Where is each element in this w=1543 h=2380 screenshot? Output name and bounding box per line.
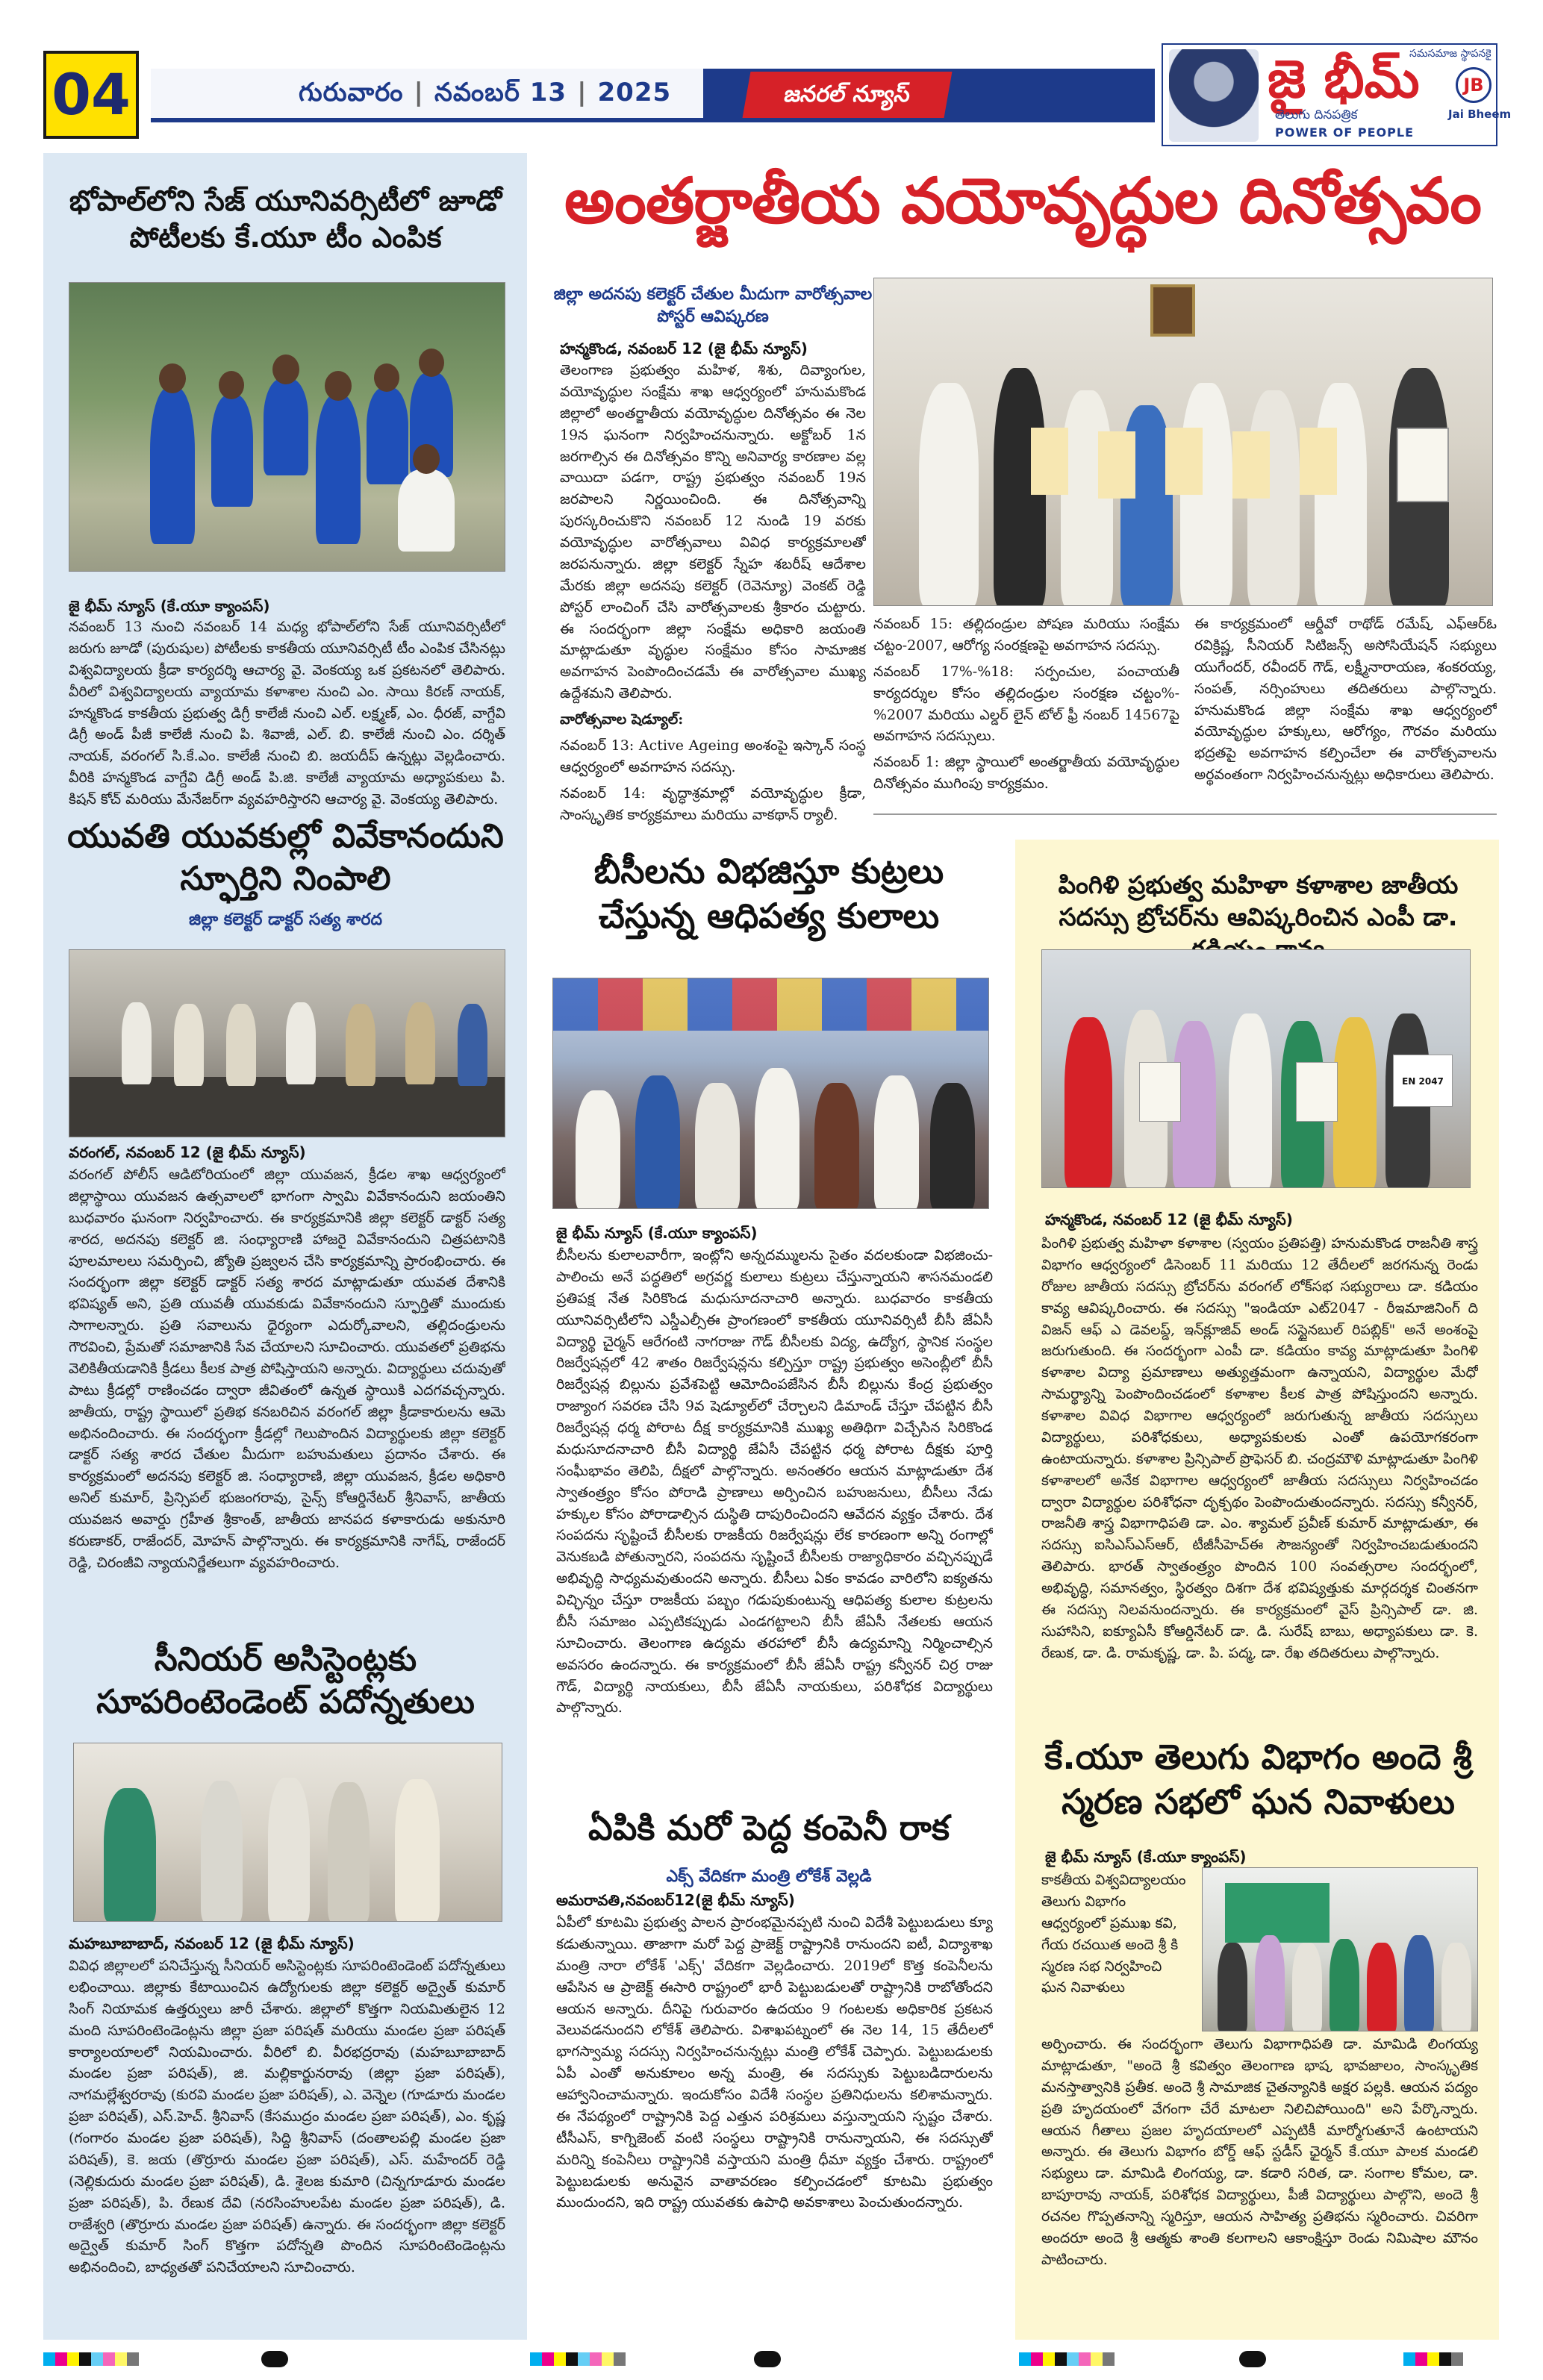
youth-headline: యువతి యువకుల్లో వివేకానందుని స్ఫూర్తిని నింపాలి xyxy=(67,817,504,899)
cmyk-marks-center xyxy=(530,2352,626,2366)
pingili-body: పింగిళి ప్రభుత్వ మహిళా కళాశాల (స్వయం ప్రతిపత్తి) హనుమకొండ రాజనీతి శాస్త్ర విభాగం ఆధ్వర్యంలో డిసెంబర్ 11 మరియు 12 తేదీలలో జరగనున్న రెండు రోజుల జాతీయ సదస్సు బ్రోచర్‌ను వరంగల్ లోక్‌సభ సభ్యురాలు డా. కడియం కావ్య ఆవిష్కరించారు. ఈ సదస్సు "ఇండియా ఎట్2047 - రీఇమాజినింగ్ ది విజన్ ఆఫ్ ఎ డెవలప్డ్, ఇన్‌క్లూజివ్ అండ్ సస్టైనబుల్ రిపబ్లిక్" అనే అంశంపై జరుగుతుంది. ఈ సందర్భంగా ఎంపీ డా. కడియం కావ్య మాట్లాడుతూ పింగిళి కళాశాల విద్యా ప్రమాణాలు అత్యుత్తమంగా ఉన్నాయని, విద్యార్థుల మేధో సామర్థ్యాన్ని పెంపొందించడంలో కళాశాల కీలక పాత్ర పోషిస్తుందని అన్నారు. కళాశాల వివిధ విభాగాల ఆధ్వర్యంలో జరుగుతున్న జాతీయ సదస్సులు విద్యార్థులు, పరిశోధకులు, అధ్యాపకులకు ఎంతో ఉపయోగకరంగా ఉంటాయన్నారు. కళాశాల ప్రిన్సిపాల్ ప్రొఫెసర్ బి. చంద్రమౌళి మాట్లాడుతూ పింగిళి కళాశాలలో అనేక విభాగాల ఆధ్వర్యంలో జాతీయ సదస్సులు నిర్వహించడం ద్వారా విద్యార్థుల పరిశోధనా దృక్పథం పెంపొందుతుందన్నారు. సదస్సు కన్వీనర్, రాజనీతి శాస్త్ర విభాగాధిపతి డా. ఎం. శ్యామల్ ప్రవీణ్ కుమార్ మాట్లాడుతూ, ఈ సదస్సు ఐసిఎస్‌ఎస్‌ఆర్, టీజీసీహెచ్ఈ సౌజన్యంతో నిర్వహించబడుతుందని తెలిపారు. భారత్ స్వాతంత్ర్యం పొందిన 100 సంవత్సరాల సందర్భంలో, అభివృద్ధి, సమానత్వం, స్థిరత్వం దిశగా దేశ భవిష్యత్తుకు మార్గదర్శక చింతనగా ఈ సదస్సు నిలవనుందన్నారు. ఈ కార్యక్రమంలో వైస్ ప్రిన్సిపాల్ డా. జి. సుహాసిని, ఐక్యూఏసీ కోఆర్డినేటర్ డా. డి. సురేష్ బాబు, అధ్యాపకులు డా. కె. రేణుక, డా. డి. రామకృష్ణ, డా. పి. పద్మ, డా. రేఖ తదితరులు పాల్గొన్నారు. xyxy=(1041,1235,1478,1661)
ap-subheadline: ఎక్స్ వేదికగా మంత్రి లోకేశ్ వెల్లడి xyxy=(666,1867,872,1886)
main-subheadline: జిల్లా అదనపు కలెక్టర్ చేతుల మీదుగా వారోత్సవాల పోస్టర్ ఆవిష్కరణ xyxy=(553,285,873,326)
bc-dateline: జై భీమ్ న్యూస్ (కే.యూ క్యాంపస్) xyxy=(556,1224,758,1242)
ku-tribute-photo xyxy=(1202,1867,1478,2031)
ap-headline: ఏపికి మరో పెద్ద కంపెనీ రాక xyxy=(587,1808,950,1848)
page-number: 04 xyxy=(43,51,139,139)
pingili-headline: పింగిళి ప్రభుత్వ మహిళా కళాశాల జాతీయ సదస్సు బ్రోచర్‌ను ఆవిష్కరించిన ఎంపీ డా. xyxy=(1058,870,1459,931)
kavya-sign-text: EN 2047 xyxy=(1393,1055,1453,1107)
main-schedule-nov13: నవంబర్ 13: Active Ageing అంశంపై ఇస్కాన్ సంస్థ ఆధ్వర్యంలో అవగాహన సదస్సు. xyxy=(560,737,866,775)
masthead-tagline-top: సమసమాజ స్థాపనకై xyxy=(1409,48,1491,60)
masthead-badge-icon: JB xyxy=(1456,67,1491,103)
promotion-dateline: మహబూబాబాద్, నవంబర్ 12 (జై భీమ్ న్యూస్) xyxy=(69,1934,355,1952)
registration-mark xyxy=(261,2351,288,2367)
issue-month: నవంబర్ xyxy=(434,78,520,107)
pingili-brochure-photo xyxy=(1041,949,1471,1188)
youth-body: వరంగల్ పోలీస్ ఆడిటోరియంలో జిల్లా యువజన, క్రీడల శాఖ ఆధ్వర్యంలో జిల్లాస్థాయి యువజన ఉత్సవాలలో భాగంగా స్వామి వివేకానందుని జయంతిని బుధవారం ఘనంగా నిర్వహించారు. ఈ కార్యక్రమానికి జిల్లా కలెక్టర్ డాక్టర్ సత్య శారద, అదనపు కలెక్టర్ జి. సంధ్యారాణి హాజరై వివేకానందుని చిత్రపటానికి పూలమాలలు సమర్పించి, జ్యోతి ప్రజ్వలన చేసి కార్యక్రమాన్ని ప్రారంభించారు. ఈ సందర్భంగా జిల్లా కలెక్టర్ డాక్టర్ సత్య శారద మాట్లాడుతూ యువత దేశానికి భవిష్యత్ అని, ప్రతి యువతీ యువకుడు వివేకానందుని స్ఫూర్తితో ముందుకు సాగాలన్నారు. ప్రతి సవాలును ధైర్యంగా ఎదుర్కోవాలని, తల్లిదండ్రులను గౌరవించి, ప్రేమతో సమాజానికి సేవ చేయాలని సూచించారు. యువతలో ప్రతిభను వెలికితీయడానికి క్రీడలు కీలక పాత్ర పోషిస్తాయని అన్నారు. విద్యార్థులు చదువుతో పాటు క్రీడల్లో రాణించడం ద్వారా జీవితంలో ఉన్నత స్థాయికి ఎదగవచ్చన్నారు. జాతీయ, రాష్ట్ర స్థాయిలో ప్రతిభ కనబరిచిన వరంగల్ జిల్లా క్రీడాకారులను ఆమె అభినందించారు. ఈ సందర్భంగా క్రీడల్లో గెలుపొందిన విద్యార్థులకు జిల్లా కలెక్టర్ డాక్టర్ సత్య శారద చేతుల మీదుగా బహుమతులు ప్రదానం చేశారు. ఈ కార్యక్రమంలో అదనపు కలెక్టర్ జి. సంధ్యారాణి, జిల్లా యువజన, క్రీడల అధికారి అనిల్ కుమార్, ప్రిన్సిపల్ భుజంగరావు, సైన్స్ కోఆర్డినేటర్ శ్రీనివాస్, జాతీయ యువజన అవార్డు గ్రహీత శ్రీకాంత్, జాతీయ జానపద కళాకారుడు అకునూరి కరుణాకర్, రాజేందర్, మోహన్ పాల్గొన్నారు. ఈ కార్యక్రమానికి నాగేష్, రాజేందర్ రెడ్డి, చిరంజీవి న్యాయనిర్ణేతలుగా వ్యవహరించారు. xyxy=(69,1166,505,1571)
main-schedule-closing: నవంబర్ 1: జిల్లా స్థాయిలో అంతర్జాతీయ వయోవృద్ధుల దినోత్సవం ముగింపు కార్యక్రమం. xyxy=(873,754,1179,793)
masthead-badge-label: Jai Bheem xyxy=(1448,107,1512,121)
main-schedule-heading: వారోత్సవాల షెడ్యూల్: xyxy=(560,711,684,728)
cmyk-marks-right xyxy=(1019,2352,1115,2366)
main-body-col1 xyxy=(560,360,866,867)
cmyk-marks-left xyxy=(43,2352,139,2366)
main-body-col3: ఈ కార్యక్రమంలో ఆర్డీవో రాథోడ్ రమేష్, ఎఫ్ఆర్ఓ రవిక్రిష్ణ, సీనియర్ సిటిజన్స్ అసోసియేషన్ సభ్యులు యుగేందర్, రవీందర్ గౌడ్, లక్ష్మీనారాయణ, శంకరయ్య, సంపత్, నర్సింహులు తదితరులు పాల్గొన్నారు. హనుమకొండ జిల్లా సంక్షేమ శాఖ ఆధ్వర్యంలో వయోవృద్ధుల హక్కులు, ఆరోగ్యం, గౌరవం మరియు భద్రతపై అవగాహన కల్పించేలా ఈ వారోత్సవాలను అర్థవంతంగా నిర్వహించనున్నట్లు అధికారులు తెలిపారు. xyxy=(1194,616,1497,784)
issue-day: గురువారం xyxy=(299,78,404,107)
ku-body: అర్పించారు. ఈ సందర్భంగా తెలుగు విభాగాధిపతి డా. మామిడి లింగయ్య మాట్లాడుతూ, "అందె శ్రీ కవిత్వం తెలంగాణ భాష, భావజాలం, సాంస్కృతిక మనస్తాత్వానికి ప్రతీక. అందె శ్రీ సామాజిక చైతన్యానికి అక్షర పల్లకి. ఆయన పద్యం ప్రతి హృదయంలో వేగంగా చేరే మాటలా నిలిచిపోయింది" అని పేర్కొన్నారు. ఆయన గీతాలు ప్రజల హృదయాలలో ఎప్పటికీ మార్మోగుతూనే ఉంటాయని అన్నారు. ఈ తెలుగు విభాగం బోర్డ్ ఆఫ్ స్టడీస్ ఛైర్మన్ కే.యూ పాలక మండలి సభ్యులు డా. మామిడి లింగయ్య, డా. కడారి సరిత, డా. సంగాల కోమల, డా. బాపూరావు నాయక్, పరిశోధక విద్యార్థులు, పీజీ విద్యార్థులు పాల్గొని, అందె శ్రీ రచనల గొప్పతనాన్ని స్మరిస్తూ, ఆయన సాహిత్య ప్రతిభను స్మరించారు. చివరిగా అందరూ అందె శ్రీ ఆత్మకు శాంతి కలగాలని ఆకాంక్షిస్తూ రెండు నిమిషాల మౌనం పాటించారు. xyxy=(1041,2036,1478,2268)
youth-subheadline: జిల్లా కలెక్టర్ డాక్టర్ సత్య శారద xyxy=(189,911,382,929)
cmyk-marks-far-right xyxy=(1403,2352,1463,2366)
bc-body: బీసీలను కులాలవారీగా, ఇంట్లోని అన్నదమ్ములను సైతం వదలకుండా విభజించు-పాలించు అనే పద్ధతిలో అగ్రవర్ణ కులాలు కుట్రలు చేస్తున్నాయని శాసనమండలి ప్రతిపక్ష నేత సిరికొండ మధుసూదనాచారి అన్నారు. బుధవారం కాకతీయ యూనివర్సిటీలోని ఎస్డీఎల్సీఈ ప్రాంగణంలో కాకతీయ యూనివర్సిటీ బీసీ జేఏసీ విద్యార్థి చైర్మన్ ఆరేగంటి నాగరాజు గౌడ్ బీసీలకు విద్య, ఉద్యోగ, స్థానిక సంస్థల రిజర్వేషన్లలో 42 శాతం రిజర్వేషన్లను కల్పిస్తూ రాష్ట్ర ప్రభుత్వం అసెంబ్లీలో బీసీ రిజర్వేషన్ల బిల్లును ప్రవేశపెట్టి ఆమోదింపజేసిన బీసీ బిల్లును కేంద్ర ప్రభుత్వం రాజ్యాంగ సవరణ చేసి 9వ షెడ్యూల్‌లో చేర్చాలని డిమాండ్ చేస్తూ చేపట్టిన బీసీ రిజర్వేషన్ల ధర్మ పోరాట దీక్ష కార్యక్రమానికి ముఖ్య అతిథిగా విచ్చేసిన సిరికొండ మధుసూదనాచారి బీసీ విద్యార్థి జేఏసీ చేపట్టిన ధర్మ పోరాట దీక్షకు పూర్తి సంఘీభావం తెలిపి, దీక్షలో పాల్గొన్నారు. అనంతరం ఆయన మాట్లాడుతూ దేశ స్వాతంత్ర్యం కోసం పోరాడి ప్రాణాలు అర్పించిన బహుజనులు, బీసీలు నేడు హక్కుల కోసం పోరాడాల్సిన దుస్థితి దాపురించిందని ఆవేదన వ్యక్తం చేశారు. దేశ సంపదను సృష్టించే బీసీలకు రాజకీయ రిజర్వేషన్లు లేక కారణంగా అన్ని రంగాల్లో వెనుకబడి పోతున్నారని, సంపదను సృష్టించే బీసీలకు రాజ్యాధికారం వచ్చినప్పుడే అభివృద్ధి సాధ్యమవుతుందని అన్నారు. బీసీలు ఏకం కావడం వారిలోని ఐక్యతను విచ్ఛిన్నం చేస్తూ రాజకీయ పబ్బం గడుపుకుంటున్న ఆధిపత్య కులాల కుట్రలను బీసీ సమాజం ఎప్పటికప్పుడు ఎండగట్టాలని బీసీ జేఏసీ నేతలకు ఆయన సూచించారు. తెలంగాణ ఉద్యమ తరహాలో బీసీ ఉద్యమాన్ని నిర్మించాల్సిన అవసరం ఉందన్నారు. ఈ కార్యక్రమంలో బీసీ జేఏసీ రాష్ట్ర కన్వీనర్ చిర్ర రాజు గౌడ్, విద్యార్థి నాయకులు, బీసీ జేఏసీ నాయకులు, పరిశోధక విద్యార్థులు పాల్గొన్నారు. xyxy=(556,1247,993,1717)
ku-dateline: జై భీమ్ న్యూస్ (కే.యూ క్యాంపస్) xyxy=(1045,1848,1247,1866)
judo-team-photo xyxy=(69,282,505,572)
divider-rule xyxy=(873,813,1497,815)
main-para-1: తెలంగాణ ప్రభుత్వం మహిళ, శిశు, దివ్యాంగుల, వయోవృద్ధుల సంక్షేమ శాఖ ఆధ్వర్యంలో హనుమకొండ జిల్లాలో అంతర్జాతీయ వయోవృద్ధుల దినోత్సవం ఈ నెల 19న ఘనంగా నిర్వహించనున్నారు. అక్టోబర్ 1న జరగాల్సిన ఈ దినోత్సవం కొన్ని అనివార్య కారణాల వల్ల వాయిదా పడగా, రాష్ట్ర ప్రభుత్వం నవంబర్ 19న జరపాలని నిర్ణయించింది. ఈ దినోత్సవాన్ని పురస్కరించుకొని నవంబర్ 12 నుండి 19 వరకు వయోవృద్ధుల వారోత్సవాలు వివిధ కార్యక్రమాలతో జరపనున్నారు. జిల్లా కలెక్టర్ స్నేహ శబరీష్ ఆదేశాల మేరకు జిల్లా అదనపు కలెక్టర్ (రెవెన్యూ) వెంకట్ రెడ్డి పోస్టర్ లాంచింగ్ చేసి వారోత్సవాలకు శ్రీకారం చుట్టారు. ఈ సందర్భంగా జిల్లా సంక్షేమ అధికారి జయంతి మాట్లాడుతూ వృద్ధుల సంక్షేమం కోసం సామాజిక అవగాహన పెంపొందించడమే ఈ వారోత్సవాల ముఖ్య ఉద్దేశమని తెలిపారు. xyxy=(560,362,866,702)
registration-mark xyxy=(754,2351,781,2367)
main-schedule-nov14: నవంబర్ 14: వృద్ధాశ్రమాల్లో వయోవృద్ధుల క్రీడా, సాంస్కృతిక కార్యక్రమాలు మరియు వాకథాన్ ర్యాలీ. xyxy=(560,784,866,823)
main-poster-launch-photo xyxy=(873,278,1493,606)
ku-intro: కాకతీయ విశ్వవిద్యాలయం తెలుగు విభాగం ఆధ్వర్యంలో ప్రముఖ కవి, గేయ రచయిత అందె శ్రీ కి స్మరణ సభ నిర్వహించి ఘన నివాళులు xyxy=(1041,1872,1186,1996)
ku-headline: కే.యూ తెలుగు విభాగం అందె శ్రీ స్మరణ సభలో ఘన నివాళులు xyxy=(1044,1737,1472,1822)
ambedkar-portrait-image xyxy=(1169,49,1259,142)
ap-body: ఏపీలో కూటమి ప్రభుత్వ పాలన ప్రారంభమైనప్పటి నుంచి విదేశీ పెట్టుబడులు క్యూ కడుతున్నాయి. తాజాగా మరో పెద్ద ప్రాజెక్ట్ రాష్ట్రానికి రానుందని ఐటీ, విద్యాశాఖ మంత్రి నారా లోకేశ్ 'ఎక్స్' వేదికగా వెల్లడించారు. 2019లో కొత్త కంపెనీలను ఆపేసిన ఆ ప్రాజెక్ట్ ఈసారి రాష్ట్రంలో భారీ పెట్టుబడులతో రాష్ట్రానికి రాబోతోందని ఆయన అన్నారు. దీనిపై గురువారం ఉదయం 9 గంటలకు అధికారిక ప్రకటన వెలువడనుందని లోకేశ్ తెలిపారు. విశాఖపట్నంలో ఈ నెల 14, 15 తేదీలలో భాగస్వామ్య సదస్సు నిర్వహించనున్నట్లు మంత్రి లోకేశ్ చెప్పారు. పెట్టుబడులకు ఏపీ ఎంతో అనుకూలం అన్న మంత్రి, ఈ సదస్సుకు పెట్టుబడిదారులను ఆహ్వానించామన్నారు. ఇందుకోసం విదేశీ సంస్థల ప్రతినిధులను కలిశామన్నారు. ఈ నేపథ్యంలో రాష్ట్రానికి పెద్ద ఎత్తున పరిశ్రమలు వస్తున్నాయని స్పష్టం చేశారు. టీసీఎస్, కాగ్నిజెంట్ వంటి సంస్థలు రాష్ట్రానికి రానున్నాయని, ఈ సదస్సుతో మరిన్ని కంపెనీలు రాష్ట్రానికి వస్తాయని మంత్రి ధీమా వ్యక్తం చేశారు. రాష్ట్రంలో పెట్టుబడులకు అనువైన వాతావరణం కల్పించడంలో కూటమి ప్రభుత్వం ముందుందని, ఇది రాష్ట్ర యువతకు ఉపాధి అవకాశాలు పెంచుతుందన్నారు. xyxy=(556,1914,993,2211)
main-schedule-nov15: నవంబర్ 15: తల్లిదండ్రుల పోషణ మరియు సంక్షేమ చట్టం-2007, ఆరోగ్య సంరక్షణపై అవగాహన సదస్సు. xyxy=(873,616,1179,654)
main-body-col2 xyxy=(873,613,1179,800)
masthead xyxy=(1162,43,1512,146)
section-label: జనరల్ న్యూస్ xyxy=(743,72,953,118)
promotion-photo xyxy=(73,1743,502,1922)
promotion-body: వివిధ జిల్లాలలో పనిచేస్తున్న సీనియర్ అసిస్టెంట్లకు సూపరింటెండెంట్ పదోన్నతులు లభించాయి. జిల్లాకు కేటాయించిన ఉద్యోగులకు జిల్లా కలెక్టర్ అద్వైత్ కుమార్ సింగ్ నియామక ఉత్తర్వులు జారీ చేశారు. జిల్లాలో కొత్తగా నియమితులైన 12 మంది సూపరింటెండెంట్లను జిల్లా ప్రజా పరిషత్ మరియు మండల ప్రజా పరిషత్ కార్యాలయాలలో నియమించారు. వీరిలో బి. వీరభద్రరావు (మహబూబాబాద్ మండల ప్రజా పరిషత్), జి. మల్లికార్జునరావు (జిల్లా ప్రజా పరిషత్), నాగమల్లేశ్వరరావు (కురవి మండల ప్రజా పరిషత్), ఎ. వెన్నెల (గూడూరు మండల ప్రజా పరిషత్), ఎస్.హెచ్. శ్రీనివాస్ (కేసముద్రం మండల ప్రజా పరిషత్), ఎం. కృష్ణ (గంగారం మండల ప్రజా పరిషత్), సిద్ది శ్రీనివాస్ (దంతాలపల్లి మండల ప్రజా పరిషత్), కె. జయ (తొర్రూరు మండల ప్రజా పరిషత్), ఎస్. మహేందర్ రెడ్డి (నెల్లికుదురు మండల ప్రజా పరిషత్), డి. శైలజ కుమారి (చిన్నగూడూరు మండల ప్రజా పరిషత్), పి. రేణుక దేవి (నరసింహులపేట మండల ప్రజా పరిషత్), డి. రాజేశ్వరి (తొర్రూరు మండల ప్రజా పరిషత్) ఉన్నారు. ఈ సందర్భంగా జిల్లా కలెక్టర్ అద్వైత్ కుమార్ సింగ్ కొత్తగా పదోన్నతి పొందిన సూపరింటెండెంట్లను అభినందించి, బాధ్యతతో పనిచేయాలని సూచించారు. xyxy=(69,1958,505,2276)
registration-mark xyxy=(1239,2351,1266,2367)
main-headline: అంతర్జాతీయ వయోవృద్ధుల దినోత్సవం xyxy=(564,164,1481,237)
pingili-dateline: హన్మకొండ, నవంబర్ 12 (జై భీమ్ న్యూస్) xyxy=(1045,1211,1293,1228)
promotion-headline: సీనియర్ అసిస్టెంట్లకు సూపరింటెండెంట్ పదోన్నతులు xyxy=(96,1640,475,1722)
judo-body: నవంబర్ 13 నుంచి నవంబర్ 14 మధ్య భోపాల్‌లోని సేజ్ యూనివర్సిటీలో జరుగు జూడో (పురుషుల) పోటీలకు కాకతీయ యూనివర్సిటీ టీం ఎంపిక చేసినట్లు విశ్వవిద్యాలయ క్రీడా కార్యదర్శి ఆచార్య వై. వెంకయ్య ఒక ప్రకటనలో తెలిపారు. వీరిలో విశ్వవిద్యాలయ వ్యాయామ కళాశాల నుంచి ఎం. సాయి కిరణ్ నాయక్, హన్మకొండ కాకతీయ ప్రభుత్వ డిగ్రీ కాలేజీ నుంచి ఎల్. లక్ష్మణ్, ఎం. ధీరజ్, వాగ్దేవి డిగ్రీ అండ్ పీజీ కాలేజీ నుంచి పి. శివాజీ, ఎల్. బి. కాలేజీ నుంచి ఎం. దర్శిత్ నాయక్, వరంగల్ సి.కే.ఎం. కాలేజీ నుంచి బి. జయదీప్ ఉన్నట్లు వెల్లడించారు. వీరికి హన్మకొండ వాగ్దేవి డిగ్రీ అండ్ పి.జి. కాలేజీ వ్యాయామ అధ్యాపకులు పి. కిషన్ కోచ్ మరియు మేనేజర్‌గా వ్యవహరిస్తారని ఆచార్య వై. వెంకయ్య తెలిపారు. xyxy=(69,619,505,808)
issue-year: 2025 xyxy=(597,78,672,107)
judo-headline: భోపాల్‌లోని సేజ్ యూనివర్సిటీలో జూడో పోటీలకు కే.యూ టీం ఎంపిక xyxy=(69,184,502,254)
youth-event-photo xyxy=(69,949,505,1137)
main-schedule-nov17: నవంబర్ 17%-%18: సర్పంచుల, పంచాయతీ కార్యదర్శుల కోసం తల్లిదండ్రుల సంరక్షణ చట్టం%-%2007 మరియు ఎల్డర్ లైన్ టోల్ ఫ్రీ నంబర్ 14567పై అవగాహన సదస్సులు. xyxy=(873,663,1179,745)
issue-date: గురువారం | నవంబర్ 13 | 2025 xyxy=(299,78,672,107)
masthead-title: జై భీమ్ xyxy=(1268,48,1420,110)
bc-headline: బీసీలను విభజిస్తూ కుట్రలు చేస్తున్న ఆధిపత్య కులాలు xyxy=(593,851,944,936)
ap-dateline: అమరావతి,నవంబర్12(జై భీమ్ న్యూస్) xyxy=(556,1891,795,1909)
masthead-tagline: తెలుగు దినపత్రిక xyxy=(1275,107,1358,122)
judo-dateline: జై భీమ్ న్యూస్ (కే.యూ క్యాంపస్) xyxy=(69,597,270,615)
page-header xyxy=(0,0,1543,149)
bc-rally-photo xyxy=(552,978,989,1209)
main-dateline: హన్మకొండ, నవంబర్ 12 (జై భీమ్ న్యూస్) xyxy=(560,340,808,357)
masthead-motto: POWER OF PEOPLE xyxy=(1275,125,1415,140)
issue-date-number: 13 xyxy=(529,78,567,107)
youth-dateline: వరంగల్, నవంబర్ 12 (జై భీమ్ న్యూస్) xyxy=(69,1143,306,1161)
